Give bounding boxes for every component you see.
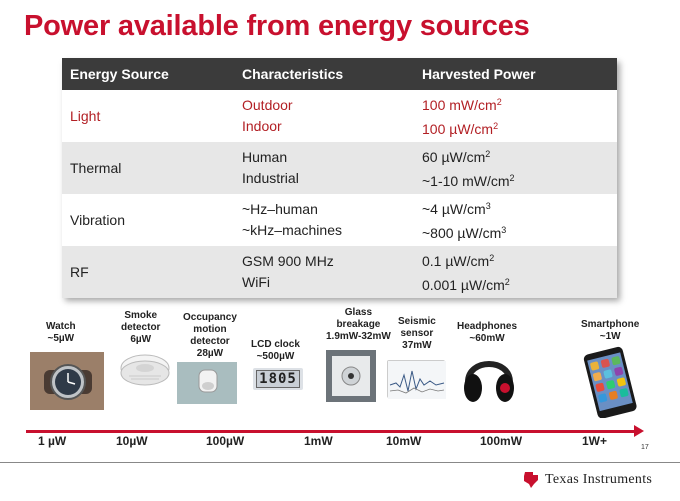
source-cell: Thermal bbox=[70, 160, 122, 176]
header-energy-source: Energy Source bbox=[70, 66, 169, 82]
headphones-image bbox=[460, 348, 518, 406]
device-label-occupancy-detector: Occupancy motion detector 28µW bbox=[183, 312, 237, 359]
texas-instruments-logo bbox=[522, 471, 652, 489]
characteristic-line: Outdoor bbox=[242, 97, 293, 113]
axis-tick-label: 1 µW bbox=[38, 434, 67, 448]
characteristic-line: GSM 900 MHz bbox=[242, 253, 334, 269]
lcd-digits: 1805 bbox=[256, 370, 300, 388]
seismic-sensor-image bbox=[387, 360, 445, 398]
device-label-glass-breakage: Glass breakage 1.9mW-32mW bbox=[326, 307, 391, 342]
energy-sources-table bbox=[62, 58, 617, 297]
device-label-seismic-sensor: Seismic sensor 37mW bbox=[398, 316, 436, 351]
smartphone-image bbox=[578, 346, 640, 418]
power-line: 0.1 $\mu W/cm^2$ bbox=[422, 253, 495, 269]
device-label-watch: Watch ~5µW bbox=[46, 321, 76, 344]
power-line: ~1-10 $mW/cm^2$ bbox=[422, 173, 515, 189]
source-cell: Vibration bbox=[70, 212, 126, 228]
axis-tick-label: 100mW bbox=[480, 434, 523, 448]
axis-tick-label: 10µW bbox=[116, 434, 148, 448]
characteristic-line: WiFi bbox=[242, 274, 270, 290]
device-label-smartphone: Smartphone ~1W bbox=[581, 319, 640, 342]
power-cell bbox=[422, 196, 617, 244]
footer-divider bbox=[0, 462, 680, 463]
table-row-vibration bbox=[62, 194, 617, 246]
power-cell bbox=[422, 144, 617, 192]
header-harvested-power: Harvested Power bbox=[422, 66, 536, 82]
characteristic-line: Human bbox=[242, 149, 288, 165]
characteristic-line: ~Hz–human bbox=[242, 201, 318, 217]
power-line: 0.001 $\mu W/cm^2$ bbox=[422, 277, 510, 293]
characteristics-cell bbox=[242, 95, 422, 137]
device-label-lcd-clock: LCD clock ~500µW bbox=[251, 339, 300, 362]
source-cell: RF bbox=[70, 264, 89, 280]
source-cell: Light bbox=[70, 108, 101, 124]
power-line: ~800 $\mu W/cm^3$ bbox=[422, 225, 507, 241]
characteristics-cell bbox=[242, 199, 422, 241]
slide-title: Power available from energy sources bbox=[24, 10, 530, 42]
characteristic-line: ~kHz–machines bbox=[242, 222, 342, 238]
table-header-row bbox=[62, 58, 617, 90]
table-row-thermal bbox=[62, 142, 617, 194]
header-characteristics: Characteristics bbox=[242, 66, 344, 82]
lcd-clock-image bbox=[253, 368, 303, 390]
axis-tick-label: 1W+ bbox=[582, 434, 608, 448]
occupancy-detector-image bbox=[177, 362, 237, 404]
power-cell bbox=[422, 92, 617, 140]
power-line: 100 $\mu W/cm^2$ bbox=[422, 121, 499, 137]
characteristics-cell bbox=[242, 251, 422, 293]
glass-breakage-image bbox=[326, 350, 376, 402]
table-row-rf bbox=[62, 246, 617, 298]
characteristics-cell bbox=[242, 147, 422, 189]
power-line: 60 $\mu W/cm^2$ bbox=[422, 149, 491, 165]
power-scale-axis bbox=[26, 430, 636, 433]
smoke-detector-image bbox=[119, 350, 171, 392]
watch-image bbox=[30, 352, 104, 410]
device-label-headphones: Headphones ~60mW bbox=[457, 321, 518, 344]
brand-name: Texas Instruments bbox=[545, 472, 653, 487]
axis-tick-label: 10mW bbox=[386, 434, 422, 448]
device-label-smoke-detector: Smoke detector 6µW bbox=[121, 310, 161, 345]
power-line: ~4 $\mu W/cm^3$ bbox=[422, 201, 491, 217]
power-line: 100 $mW/cm^2$ bbox=[422, 97, 502, 113]
power-cell bbox=[422, 248, 617, 296]
table-row-light bbox=[62, 90, 617, 142]
characteristic-line: Industrial bbox=[242, 170, 299, 186]
ti-state-icon bbox=[522, 471, 540, 489]
characteristic-line: Indoor bbox=[242, 118, 282, 134]
page-number: 17 bbox=[641, 444, 649, 451]
axis-tick-label: 100µW bbox=[206, 434, 245, 448]
axis-arrow-icon bbox=[634, 425, 644, 437]
axis-tick-label: 1mW bbox=[304, 434, 333, 448]
